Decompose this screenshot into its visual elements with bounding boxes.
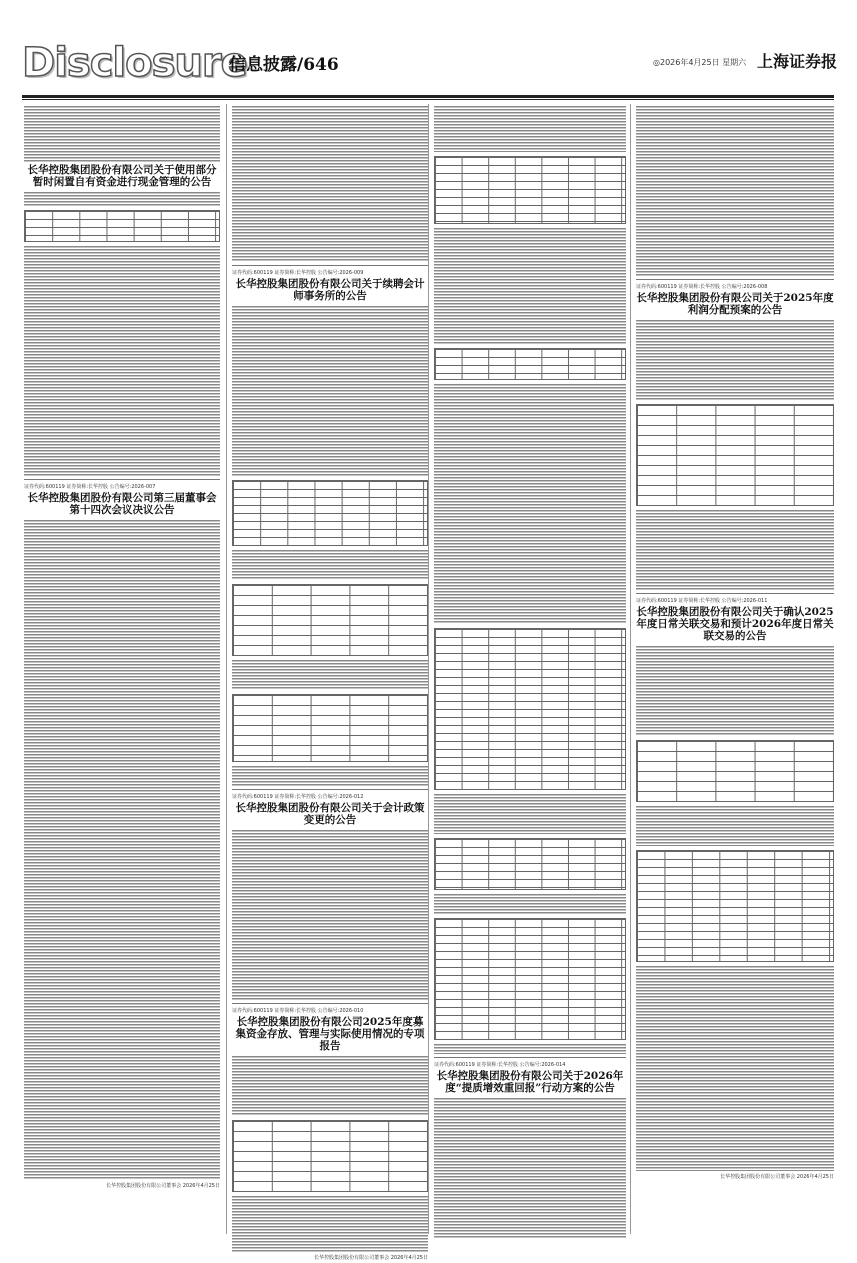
body-text (434, 228, 626, 344)
notice-title: 长华控股集团股份有限公司关于会计政策变更的公告 (235, 802, 425, 827)
notice-title: 长华控股集团股份有限公司关于2025年度利润分配预案的公告 (636, 292, 834, 317)
notice-meta: 证券代码:600119 证券简称:长华控股 公告编号:2026-010 (232, 1008, 364, 1015)
data-table (434, 628, 626, 790)
dateline: ◎2026年4月25日 星期六 (653, 58, 747, 67)
masthead (0, 0, 857, 96)
masthead-rule-thin (22, 99, 834, 100)
body-text (232, 660, 428, 690)
data-table (232, 584, 428, 656)
body-text (232, 550, 428, 580)
body-text (232, 766, 428, 786)
body-text (636, 966, 834, 1171)
body-text (636, 510, 834, 590)
body-text (24, 192, 220, 206)
divider (636, 279, 834, 280)
body-text (232, 830, 428, 1000)
section-title: 信息披露/646 (229, 55, 339, 75)
data-table (636, 850, 834, 962)
body-text (636, 320, 834, 400)
column-3 (434, 104, 626, 1240)
body-text (232, 306, 428, 476)
data-table (434, 348, 626, 380)
body-text (434, 1098, 626, 1238)
notice-title: 长华控股集团股份有限公司关于确认2025年度日常关联交易和预计2026年度日常关联交易的公告 (636, 606, 834, 643)
notice-title: 长华控股集团股份有限公司关于续聘会计师事务所的公告 (235, 278, 425, 303)
body-text (24, 520, 220, 1180)
body-text (24, 106, 220, 162)
body-text (636, 646, 834, 736)
column-divider (428, 104, 429, 1234)
notice-title: 长华控股集团股份有限公司第三届董事会第十四次会议决议公告 (27, 492, 217, 517)
divider (434, 1057, 626, 1058)
column-1 (24, 104, 220, 1191)
body-text (434, 384, 626, 624)
column-divider (630, 104, 631, 1234)
column-divider (226, 104, 227, 1234)
body-text (434, 1044, 626, 1054)
divider (24, 479, 220, 480)
body-text (24, 246, 220, 476)
notice-meta: 证券代码:600119 证券简称:长华控股 公告编号:2026-007 (24, 484, 156, 491)
notice-footer: 长华控股集团股份有限公司董事会 2026年4月25日 (106, 1183, 220, 1190)
masthead-rule (22, 95, 834, 98)
divider (232, 789, 428, 790)
notice-title: 长华控股集团股份有限公司关于使用部分暂时闲置自有资金进行现金管理的公告 (27, 164, 217, 189)
notice-meta: 证券代码:600119 证券简称:长华控股 公告编号:2026-012 (232, 794, 364, 801)
data-table (434, 918, 626, 1040)
body-text (232, 1196, 428, 1252)
column-2 (232, 104, 428, 1263)
notice-title: 长华控股集团股份有限公司关于2026年度“提质增效重回报”行动方案的公告 (436, 1070, 624, 1095)
notice-meta: 证券代码:600119 证券简称:长华控股 公告编号:2026-008 (636, 284, 768, 290)
notice-meta: 证券代码:600119 证券简称:长华控股 公告编号:2026-014 (434, 1062, 566, 1068)
body-text (434, 106, 626, 152)
data-table (434, 838, 626, 890)
data-table (636, 404, 834, 506)
disclosure-logo: Disclosure (22, 40, 247, 86)
data-table (636, 740, 834, 802)
column-4 (636, 104, 834, 1182)
notice-meta: 证券代码:600119 证券简称:长华控股 公告编号:2026-011 (636, 598, 768, 605)
body-text (434, 894, 626, 914)
notice-title: 长华控股集团股份有限公司2025年度募集资金存放、管理与实际使用情况的专项报告 (235, 1016, 425, 1053)
data-table (24, 210, 220, 242)
notice-footer: 长华控股集团股份有限公司董事会 2026年4月25日 (720, 1174, 834, 1181)
newspaper-name: 上海证券报 (757, 52, 838, 71)
notice-meta: 证券代码:600119 证券简称:长华控股 公告编号:2026-009 (232, 270, 364, 276)
divider (636, 593, 834, 594)
data-table (434, 156, 626, 224)
body-text (636, 106, 834, 276)
data-table (232, 694, 428, 762)
data-table (232, 1120, 428, 1192)
divider (232, 1003, 428, 1004)
notice-footer: 长华控股集团股份有限公司董事会 2026年4月25日 (314, 1255, 428, 1262)
data-table (232, 480, 428, 546)
body-text (232, 106, 428, 262)
divider (232, 265, 428, 266)
body-text (232, 1056, 428, 1116)
body-text (434, 794, 626, 834)
body-text (636, 806, 834, 846)
